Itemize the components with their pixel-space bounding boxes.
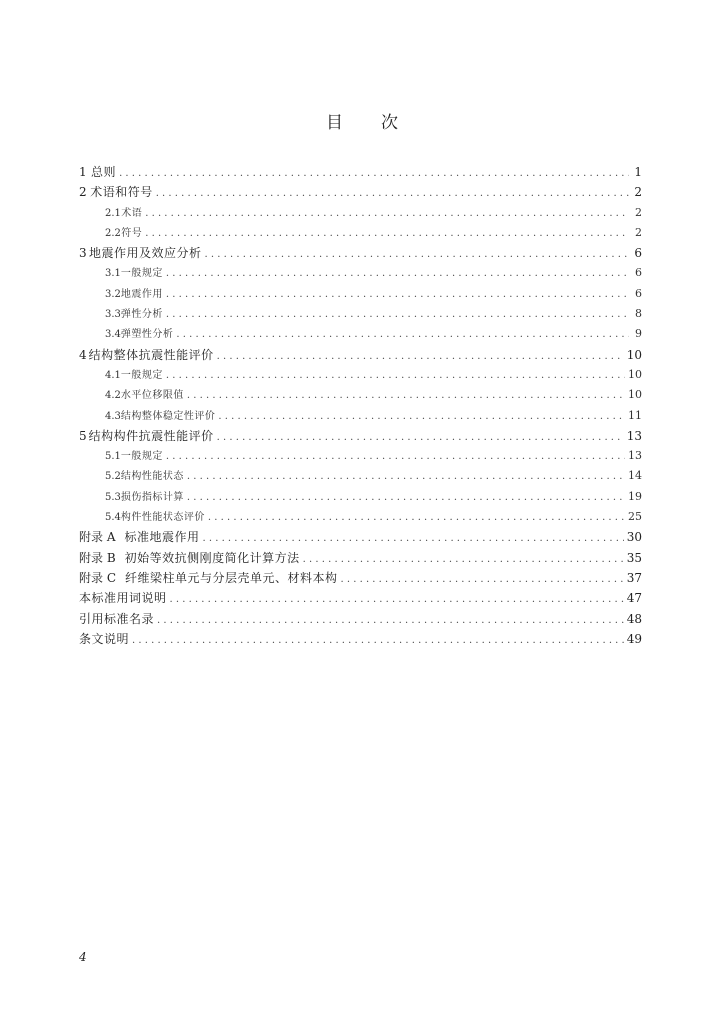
toc-entry-label: 条文说明 [79, 631, 130, 646]
dot-leader [166, 366, 625, 386]
dot-leader [208, 508, 625, 528]
toc-entry-number: 4.3 [105, 410, 121, 422]
toc-entry-number: 附录 C [79, 570, 116, 585]
toc-title [0, 108, 724, 133]
toc-entry-number: 3.3 [105, 309, 121, 321]
dot-leader [303, 550, 624, 570]
toc-entry-page: 11 [628, 408, 642, 422]
toc-subentry[interactable] [79, 263, 642, 283]
toc-entry-label: 结构整体稳定性评价 [120, 410, 216, 422]
toc-entry-page: 48 [626, 611, 642, 626]
toc-subentry[interactable] [79, 507, 642, 527]
toc-entry-page: 14 [628, 469, 642, 483]
dot-leader [218, 407, 625, 427]
toc-entry-page: 2 [635, 205, 642, 219]
toc-entry-label: 地震作用及效应分析 [89, 246, 202, 261]
toc-entry-label: 标准地震作用 [124, 530, 200, 545]
toc-entry-label: 总则 [91, 165, 117, 179]
toc-entry[interactable] [79, 345, 642, 365]
toc-entry[interactable] [79, 588, 642, 608]
toc-entry-page: 49 [626, 631, 642, 646]
toc-entry-page: 9 [635, 327, 642, 341]
toc-entry-label: 术语和符号 [90, 185, 153, 200]
toc-subentry[interactable] [79, 487, 642, 507]
toc-entry-label: 结构整体抗震性能评价 [88, 347, 214, 362]
toc-subentry[interactable] [79, 466, 642, 486]
toc-entry[interactable] [79, 527, 642, 547]
dot-leader [203, 529, 624, 549]
toc-entry-page: 6 [635, 266, 642, 280]
toc-title-part1: 目 [326, 113, 343, 133]
toc-entry-label: 弹性分析 [120, 309, 163, 321]
table-of-contents [79, 162, 642, 649]
toc-entry-label: 结构性能状态 [120, 471, 184, 483]
toc-entry-number: 5.3 [105, 491, 121, 503]
toc-entry[interactable] [79, 568, 642, 588]
dot-leader [205, 245, 629, 265]
toc-entry-label: 一般规定 [120, 451, 163, 463]
toc-entry[interactable] [79, 243, 642, 263]
toc-entry-page: 10 [628, 388, 642, 402]
toc-entry-number: 3.2 [105, 288, 121, 300]
toc-entry-page: 30 [626, 530, 642, 545]
toc-entry-label: 纤维梁柱单元与分层壳单元、材料本构 [125, 570, 338, 585]
toc-entry-number: 4.2 [105, 390, 121, 402]
dot-leader [341, 570, 624, 590]
dot-leader [145, 204, 629, 224]
toc-entry-label: 弹塑性分析 [120, 329, 174, 341]
toc-entry-label: 构件性能状态评价 [120, 512, 205, 524]
toc-entry[interactable] [79, 426, 642, 446]
toc-entry-page: 2 [634, 185, 642, 200]
dot-leader [187, 488, 625, 508]
dot-leader [166, 264, 629, 284]
dot-leader [187, 467, 625, 487]
toc-subentry[interactable] [79, 365, 642, 385]
dot-leader [166, 305, 629, 325]
dot-leader [156, 184, 629, 204]
toc-entry-page: 37 [626, 570, 642, 585]
toc-entry-label: 地震作用 [120, 288, 163, 300]
dot-leader [176, 325, 629, 345]
toc-entry-number: 1 [79, 165, 87, 179]
toc-entry-page: 13 [628, 449, 642, 463]
toc-entry-page: 2 [635, 225, 642, 239]
toc-entry[interactable] [79, 609, 642, 629]
toc-entry-number: 3.1 [105, 268, 121, 280]
toc-entry-number: 3.4 [105, 329, 121, 341]
toc-entry-number: 2.2 [105, 227, 121, 239]
toc-entry-label: 初始等效抗侧刚度简化计算方法 [124, 550, 300, 565]
dot-leader [166, 285, 629, 305]
toc-subentry[interactable] [79, 324, 642, 344]
toc-entry-page: 8 [635, 307, 642, 321]
dot-leader [187, 386, 625, 406]
toc-entry-label: 结构构件抗震性能评价 [88, 428, 214, 443]
dot-leader [132, 631, 624, 651]
toc-entry-number: 3 [79, 246, 87, 261]
toc-subentry[interactable] [79, 385, 642, 405]
toc-subentry[interactable] [79, 304, 642, 324]
toc-entry-number: 4.1 [105, 369, 121, 381]
page-number: 4 [79, 950, 87, 964]
toc-entry-number: 2.1 [105, 207, 121, 219]
toc-entry-number: 2 [79, 185, 87, 200]
dot-leader [217, 428, 624, 448]
toc-entry-label: 符号 [121, 227, 143, 239]
toc-entry-page: 6 [635, 286, 642, 300]
toc-entry-page: 10 [628, 367, 642, 381]
toc-entry-number: 5.2 [105, 471, 121, 483]
dot-leader [170, 590, 624, 610]
toc-entry-number: 附录 A [79, 530, 116, 545]
toc-entry-label: 一般规定 [120, 268, 163, 280]
dot-leader [145, 224, 629, 244]
toc-entry-number: 5 [79, 428, 87, 443]
toc-entry-page: 10 [626, 347, 642, 362]
toc-subentry[interactable] [79, 446, 642, 466]
toc-entry-number: 4 [79, 347, 87, 362]
toc-entry-page: 25 [628, 510, 642, 524]
toc-entry-number: 5.4 [105, 512, 121, 524]
toc-title-part2: 次 [381, 113, 398, 133]
dot-leader [217, 347, 624, 367]
toc-entry-label: 术语 [121, 207, 143, 219]
toc-entry-page: 13 [626, 428, 642, 443]
toc-subentry[interactable] [79, 223, 642, 243]
toc-subentry[interactable] [79, 284, 642, 304]
toc-entry-number: 附录 B [79, 550, 116, 565]
toc-entry[interactable] [79, 162, 642, 182]
toc-entry-label: 损伤指标计算 [120, 491, 184, 503]
toc-entry[interactable] [79, 548, 642, 568]
toc-entry-label: 本标准用词说明 [79, 591, 167, 606]
toc-subentry[interactable] [79, 406, 642, 426]
dot-leader [166, 447, 625, 467]
toc-entry-page: 1 [634, 165, 642, 179]
toc-entry[interactable] [79, 182, 642, 202]
toc-entry-label: 水平位移限值 [120, 390, 184, 402]
dot-leader [119, 164, 629, 184]
toc-entry-number: 5.1 [105, 451, 121, 463]
toc-entry-label: 一般规定 [120, 369, 163, 381]
toc-entry[interactable] [79, 629, 642, 649]
toc-entry-page: 35 [626, 550, 642, 565]
toc-entry-page: 6 [634, 246, 642, 261]
toc-entry-page: 19 [628, 489, 642, 503]
toc-entry-page: 47 [626, 591, 642, 606]
toc-subentry[interactable] [79, 203, 642, 223]
toc-entry-label: 引用标准名录 [79, 611, 155, 626]
dot-leader [157, 611, 624, 631]
